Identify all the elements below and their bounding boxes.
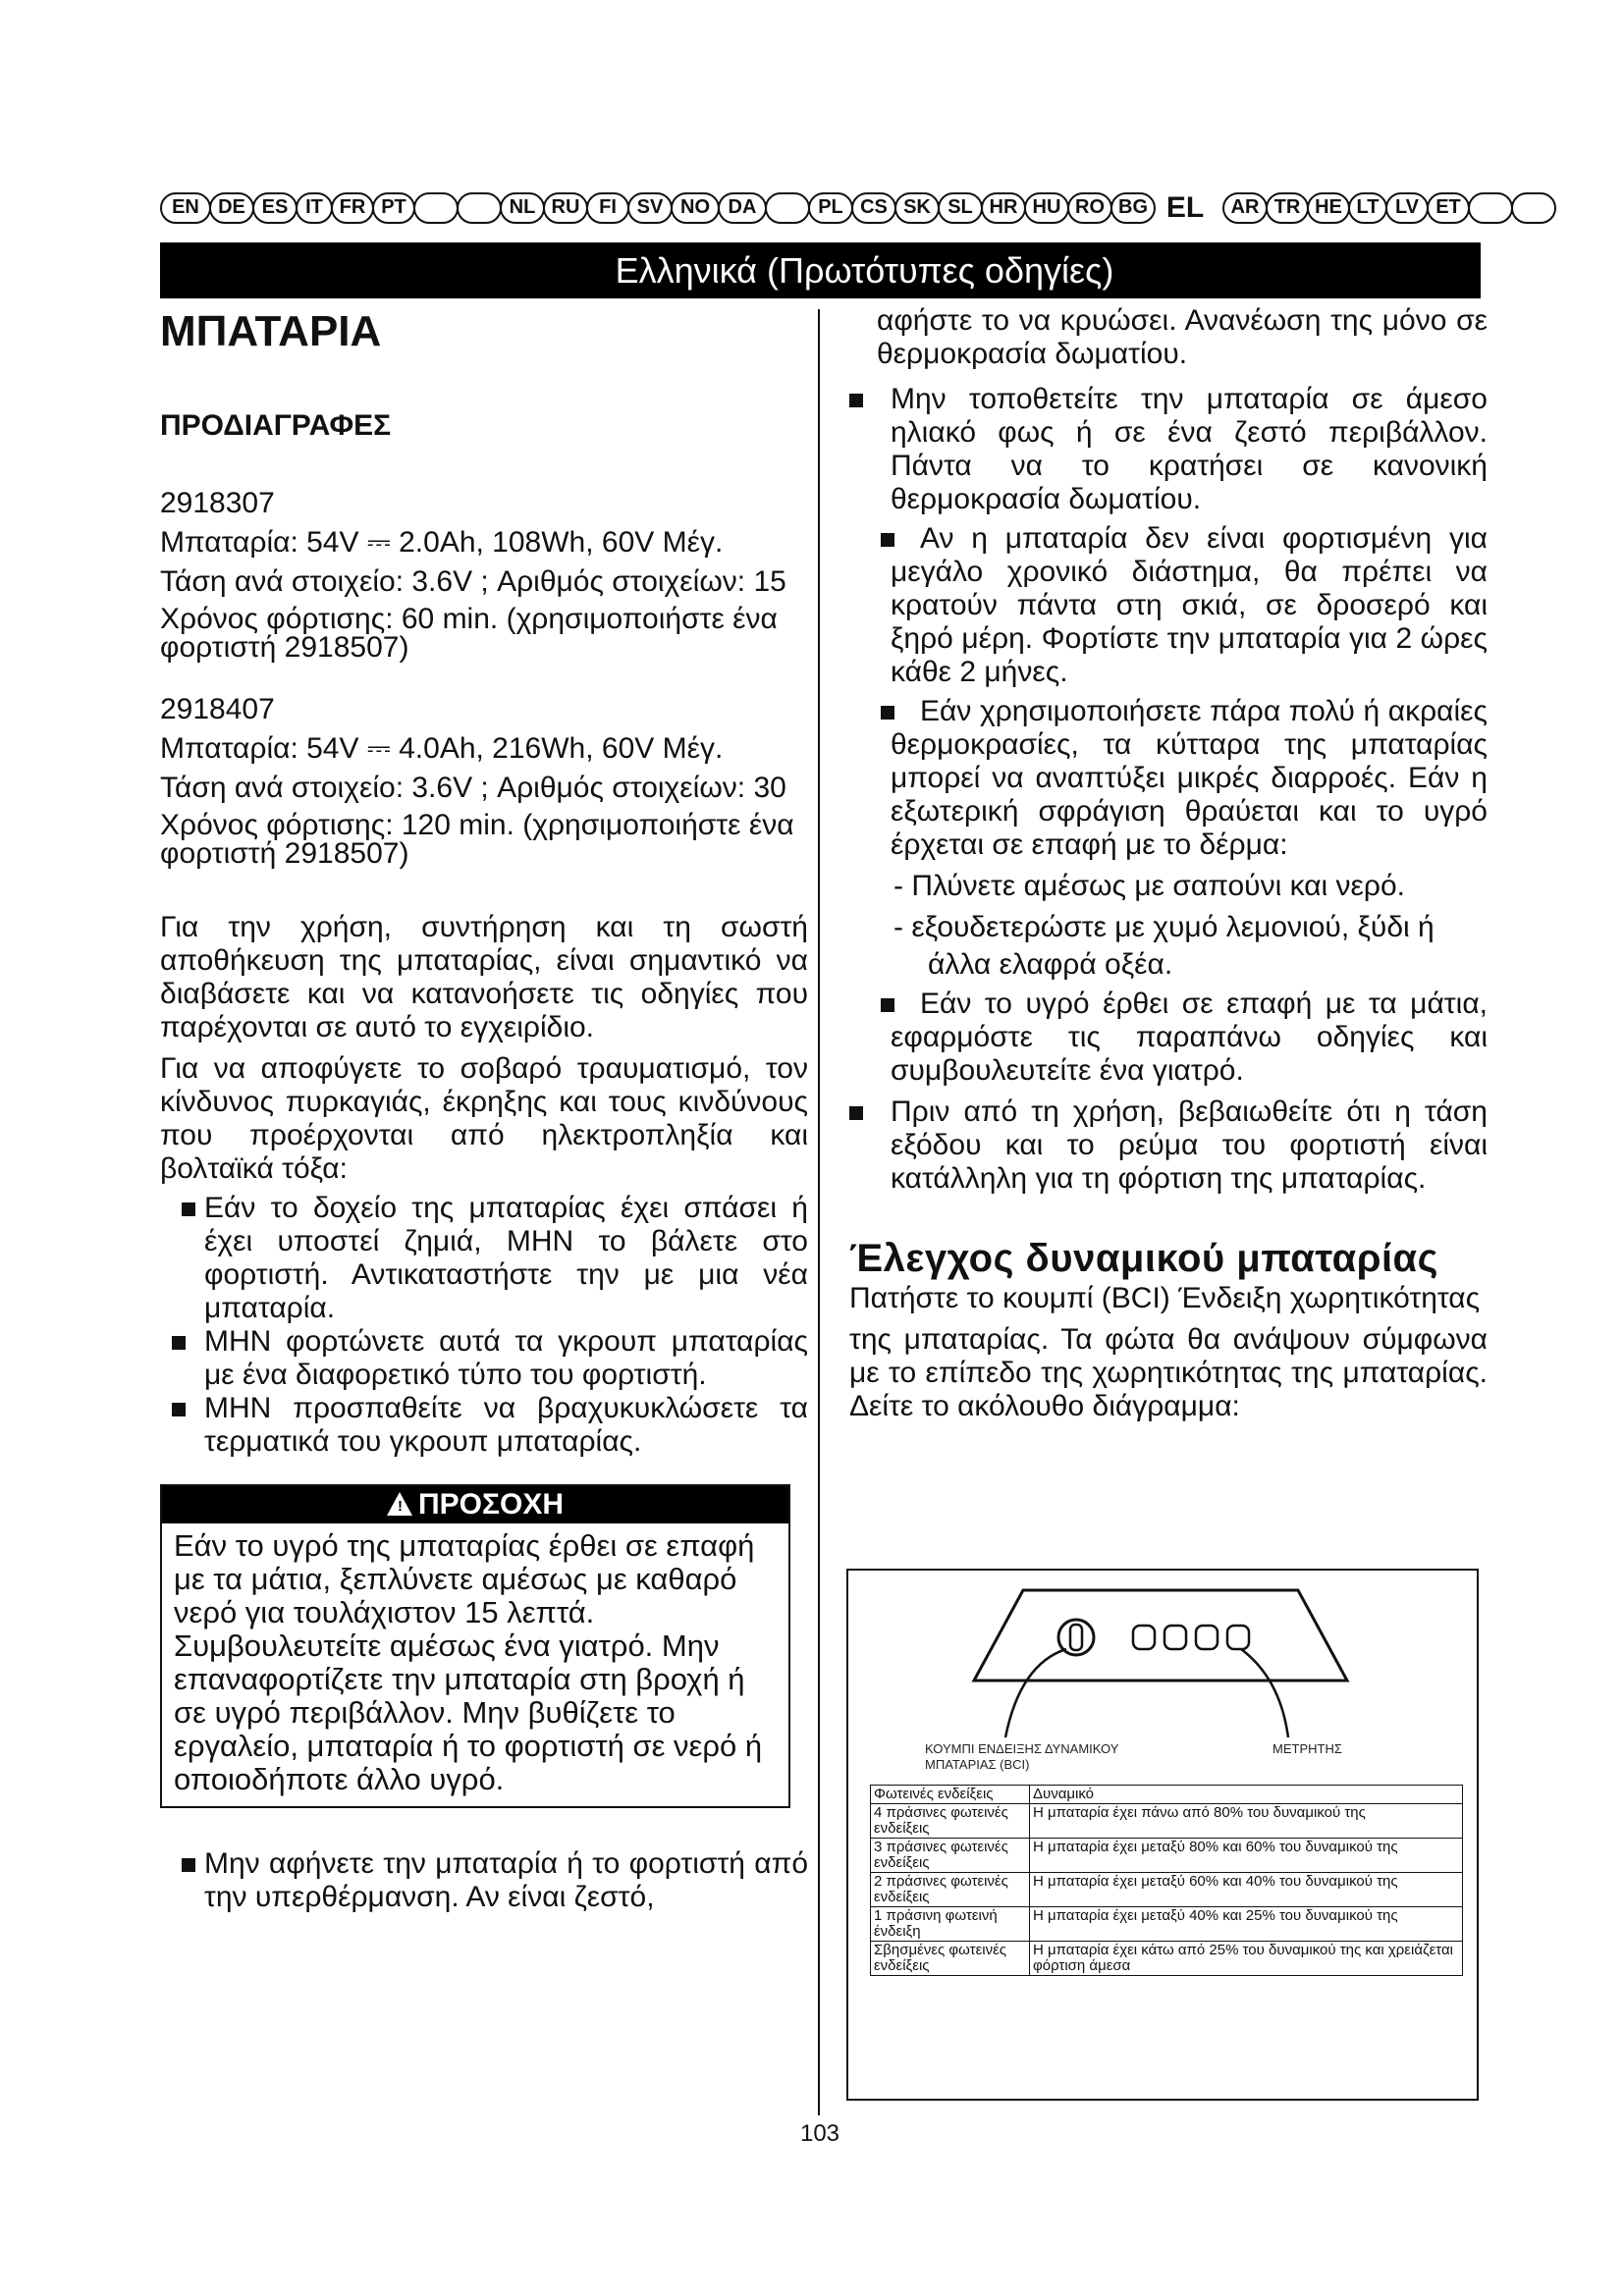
table-row (871, 1942, 1463, 1976)
led-indicator-4 (1227, 1626, 1249, 1649)
battery2-cells: Τάση ανά στοιχείο: 3.6V ; Αριθμός στοιχείων: 30 (160, 772, 786, 804)
lang-tab-ar[interactable]: AR (1222, 192, 1268, 224)
bullet-square-icon (849, 394, 863, 407)
dash-neutralize: - εξουδετερώστε με χυμό λεμονιού, ξύδι ή (893, 911, 1435, 943)
table-cell-lights: 4 πράσινες φωτεινές ενδείξεις (871, 1804, 1030, 1839)
left-column (160, 304, 808, 1914)
lang-tab-lv[interactable]: LV (1385, 192, 1429, 224)
bullet-charger-type: ΜΗΝ φορτώνετε αυτά τα γκρουπ μπαταρίας με ένα διαφορετικό τύπο του φορτιστή. (160, 1325, 808, 1392)
bullet-square-icon (849, 1106, 863, 1120)
gauge-panel-outline (974, 1590, 1347, 1681)
battery2-spec: Μπαταρία: 54V ⎓ 4.0Ah, 216Wh, 60V Μέγ. (160, 732, 724, 765)
capacity-paragraph-1: Πατήστε το κουμπί (BCI) Ένδειξη χωρητικότητας (849, 1282, 1481, 1314)
lang-tab-empty[interactable] (413, 192, 459, 224)
table-row (871, 1873, 1463, 1907)
table-cell-capacity: Η μπαταρία έχει κάτω από 25% του δυναμικού της και χρειάζεται φόρτιση άμεσα (1030, 1942, 1463, 1976)
lang-tab-he[interactable]: HE (1307, 192, 1350, 224)
table-header-row (871, 1786, 1463, 1804)
bullet-eyes: Εάν το υγρό έρθει σε επαφή με τα μάτια, εφαρμόστε τις παραπάνω οδηγίες και συμβουλευτείτε ένα γιατρό. (849, 988, 1488, 1088)
led-indicator-3 (1196, 1626, 1218, 1649)
lang-tab-no[interactable]: NO (671, 192, 720, 224)
led-indicator-1 (1133, 1626, 1155, 1649)
lang-tab-et[interactable]: ET (1427, 192, 1470, 224)
lang-tab-empty[interactable] (1511, 192, 1556, 224)
lang-tab-da[interactable]: DA (718, 192, 767, 224)
page-title: Ελληνικά (Πρωτότυπες οδηγίες) (615, 250, 1114, 291)
lang-tab-de[interactable]: DE (209, 192, 254, 224)
table-cell-capacity: Η μπαταρία έχει μεταξύ 60% και 40% του δυναμικού της (1030, 1873, 1463, 1907)
lang-tab-cs[interactable]: CS (851, 192, 896, 224)
lang-tab-sl[interactable]: SL (938, 192, 983, 224)
table-header-cell: Φωτεινές ενδείξεις (871, 1786, 1030, 1804)
bullet-square-icon (881, 998, 894, 1012)
table-cell-capacity: Η μπαταρία έχει μεταξύ 80% και 60% του δυναμικού της (1030, 1839, 1463, 1873)
bullet-long-storage: Αν η μπαταρία δεν είναι φορτισμένη για μεγάλο χρονικό διάστημα, θα πρέπει να κρατούν πάντα στη σκιά, σε δροσερό και ξηρό μέρη. Φορτίστε την μπαταρία για 2 ώρες κάθε 2 μήνες. (849, 522, 1488, 689)
lang-tab-sv[interactable]: SV (627, 192, 673, 224)
table-header-cell: Δυναμικό (1030, 1786, 1463, 1804)
lang-tab-tr[interactable]: TR (1266, 192, 1309, 224)
lang-tab-bg[interactable]: BG (1110, 192, 1156, 224)
capacity-diagram (846, 1569, 1479, 2101)
bullet-square-icon (182, 1202, 195, 1216)
label-gauge: ΜΕΤΡΗΤΗΣ (1272, 1741, 1342, 1756)
battery2-model: 2918407 (160, 693, 275, 725)
page-number: 103 (799, 2120, 840, 2147)
language-tab-bar (160, 192, 1481, 226)
pointer-line-button (1005, 1649, 1066, 1737)
lang-tab-hr[interactable]: HR (981, 192, 1026, 224)
specifications-heading: ΠΡΟΔΙΑΓΡΑΦΕΣ (160, 409, 392, 442)
bullet-overheat: Μην αφήνετε την μπαταρία ή το φορτιστή από την υπερθέρμανση. Αν είναι ζεστό, (160, 1847, 808, 1914)
lang-tab-empty[interactable] (1468, 192, 1513, 224)
led-indicator-2 (1164, 1626, 1186, 1649)
lang-tab-it[interactable]: IT (296, 192, 333, 224)
battery1-model: 2918307 (160, 487, 275, 519)
battery1-cells: Τάση ανά στοιχείο: 3.6V ; Αριθμός στοιχείων: 15 (160, 565, 786, 598)
bullet-extreme-temp: Εάν χρησιμοποιήσετε πάρα πολύ ή ακραίες θερμοκρασίες, τα κύτταρα της μπαταρίας μπορεί να αναπτύξει μικρές διαρροές. Εάν η εξωτερική σφράγιση θραύεται και το υγρό έρχεται σε επαφή με το δέρμα: (849, 695, 1488, 862)
table-cell-lights: 2 πράσινες φωτεινές ενδείξεις (871, 1873, 1030, 1907)
lang-tab-sk[interactable]: SK (894, 192, 940, 224)
warning-box (160, 1484, 790, 1808)
lang-tab-pt[interactable]: PT (372, 192, 415, 224)
bullet-before-use: Πριν από τη χρήση, βεβαιωθείτε ότι η τάση εξόδου και το ρεύμα του φορτιστή είναι κατάλληλη για τη φόρτιση της μπαταρίας. (849, 1095, 1488, 1196)
pointer-line-gauge (1241, 1649, 1288, 1737)
page-title-bar (160, 242, 1481, 298)
lang-tab-el[interactable]: EL (1165, 191, 1205, 224)
lang-tab-en[interactable]: EN (160, 192, 211, 224)
battery2-charge-time: Χρόνος φόρτισης: 120 min. (χρησιμοποιήστε ένα φορτιστή 2918507) (160, 809, 794, 870)
table-cell-lights: 3 πράσινες φωτεινές ενδείξεις (871, 1839, 1030, 1873)
bullet-square-icon (881, 533, 894, 547)
table-cell-capacity: Η μπαταρία έχει μεταξύ 40% και 25% του δυναμικού της (1030, 1907, 1463, 1942)
capacity-paragraph-2: της μπαταρίας. Τα φώτα θα ανάψουν σύμφωνα με το επίπεδο της χωρητικότητας της μπαταρίας. Δείτε το ακόλουθο διάγραμμα: (849, 1323, 1488, 1422)
bullet-damaged-case: Εάν το δοχείο της μπαταρίας έχει σπάσει ή έχει υποστεί ζημιά, ΜΗΝ το βάλετε στο φορτιστή. Αντικαταστήστε την με μια νέα μπαταρία. (160, 1192, 808, 1325)
intro-paragraph-1: Για την χρήση, συντήρηση και τη σωστή αποθήκευση της μπαταρίας, είναι σημαντικό να διαβάσετε και να κατανοήσετε τις οδηγίες που παρέχονται σε αυτό το εγχειρίδιο. (160, 911, 808, 1043)
lang-tab-empty[interactable] (457, 192, 502, 224)
battery1-charge-time: Χρόνος φόρτισης: 60 min. (χρησιμοποιήστε ένα φορτιστή 2918507) (160, 603, 778, 664)
continued-text: αφήστε το να κρυώσει. Ανανέωση της μόνο σε θερμοκρασία δωματίου. (877, 304, 1488, 370)
bullet-square-icon (182, 1858, 195, 1872)
warning-header: ! ΠΡΟΣΟΧΗ (162, 1486, 788, 1523)
table-cell-lights: Σβησμένες φωτεινές ενδείξεις (871, 1942, 1030, 1976)
warning-triangle-icon: ! (387, 1492, 412, 1516)
bullet-square-icon (172, 1403, 186, 1416)
table-row (871, 1907, 1463, 1942)
label-bci-button: ΚΟΥΜΠΙ ΕΝΔΕΙΞΗΣ ΔΥΝΑΜΙΚΟΥ ΜΠΑΤΑΡΙΑΣ (BCI) (925, 1741, 1119, 1772)
lang-tab-es[interactable]: ES (252, 192, 298, 224)
bullet-square-icon (172, 1336, 186, 1350)
lang-tab-fi[interactable]: FI (586, 192, 629, 224)
right-column (849, 304, 1488, 1423)
bullet-sunlight: Μην τοποθετείτε την μπαταρία σε άμεσο ηλιακό φως ή σε ένα ζεστό περιβάλλον. Πάντα να το κρατήσει σε κανονική θερμοκρασία δωματίου. (849, 383, 1488, 516)
capacity-table (870, 1785, 1463, 1976)
table-row (871, 1839, 1463, 1873)
warning-text: Εάν το υγρό της μπαταρίας έρθει σε επαφή με τα μάτια, ξεπλύνετε αμέσως με καθαρό νερό για τουλάχιστον 15 λεπτά. Συμβουλευτείτε αμέσως ένα γιατρό. Μην επαναφορτίζετε την μπαταρία στη βροχή ή σε υγρό περιβάλλον. Μην βυθίζετε το εργαλείο, μπαταρία ή το φορτιστή σε νερό ή οποιοδήποτε άλλο υγρό. (174, 1528, 763, 1796)
lang-tab-hu[interactable]: HU (1024, 192, 1069, 224)
lang-tab-ro[interactable]: RO (1067, 192, 1112, 224)
column-divider (818, 309, 820, 2115)
dash-wash-soap: - Πλύνετε αμέσως με σαπούνι και νερό. (893, 870, 1406, 902)
battery1-spec: Μπαταρία: 54V ⎓ 2.0Ah, 108Wh, 60V Μέγ. (160, 526, 724, 559)
dash-neutralize-cont: άλλα ελαφρά οξέα. (928, 948, 1173, 981)
intro-paragraph-2: Για να αποφύγετε το σοβαρό τραυματισμό, τον κίνδυνος πυρκαγιάς, έκρηξης και τους κινδύνους που προέρχονται από ηλεκτροπληξία και βολταϊκά τόξα: (160, 1052, 808, 1185)
lang-tab-ru[interactable]: RU (543, 192, 588, 224)
lang-tab-pl[interactable]: PL (808, 192, 853, 224)
bullet-square-icon (881, 706, 894, 720)
section-title-capacity: Έλεγχος δυναμικού μπαταρίας (849, 1237, 1438, 1280)
table-cell-lights: 1 πράσινη φωτεινή ένδειξη (871, 1907, 1030, 1942)
bci-button-battery-icon (1070, 1625, 1082, 1650)
table-cell-capacity: Η μπαταρία έχει πάνω από 80% του δυναμικού της (1030, 1804, 1463, 1839)
bullet-short-circuit: ΜΗΝ προσπαθείτε να βραχυκυκλώσετε τα τερματικά του γκρουπ μπαταρίας. (160, 1392, 808, 1459)
lang-tab-fr[interactable]: FR (331, 192, 374, 224)
table-row (871, 1804, 1463, 1839)
section-title-battery: ΜΠΑΤΑΡΙΑ (160, 307, 382, 355)
lang-tab-nl[interactable]: NL (500, 192, 545, 224)
lang-tab-empty[interactable] (765, 192, 810, 224)
lang-tab-lt[interactable]: LT (1348, 192, 1387, 224)
